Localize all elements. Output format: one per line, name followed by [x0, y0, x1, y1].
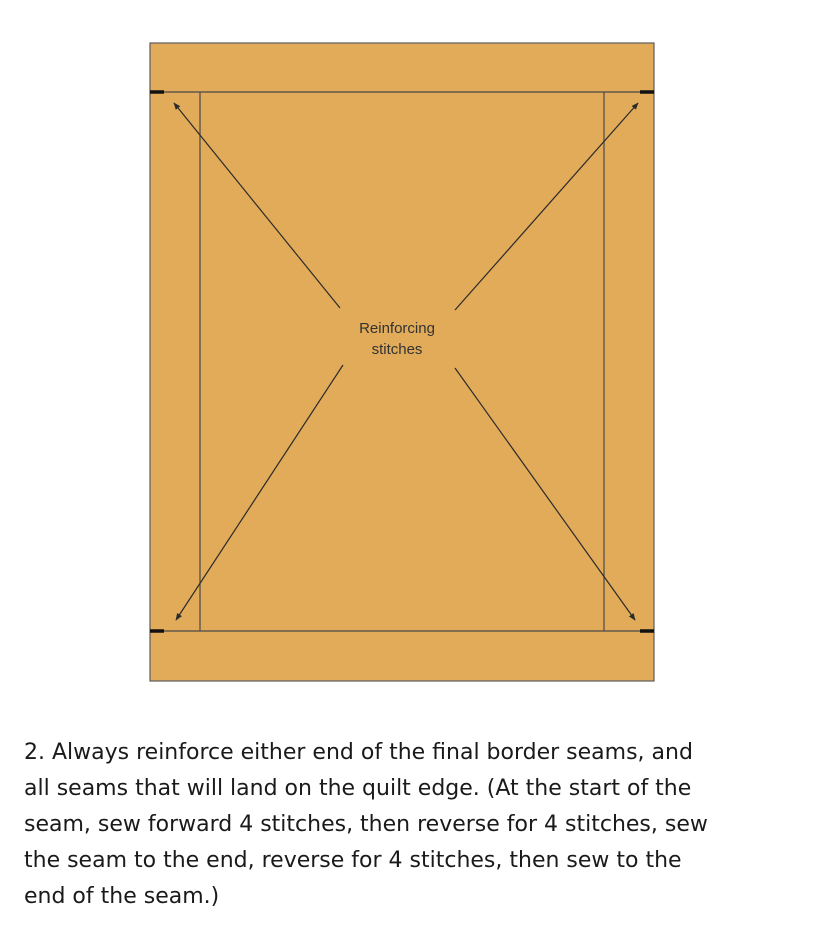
callout-label-line-2: stitches: [371, 341, 423, 358]
quilt-panel: [150, 43, 654, 681]
instruction-text: 2. Always reinforce either end of the final border seams, and all seams that will land on the quilt edge. (At the start of the seam, sew forward 4 stitches, then reverse for 4 stitches, sew the seam to the end, reverse for 4 stitches, then sew to the end of the seam.): [24, 740, 708, 909]
callout-label-line-1: Reinforcing: [359, 320, 435, 337]
